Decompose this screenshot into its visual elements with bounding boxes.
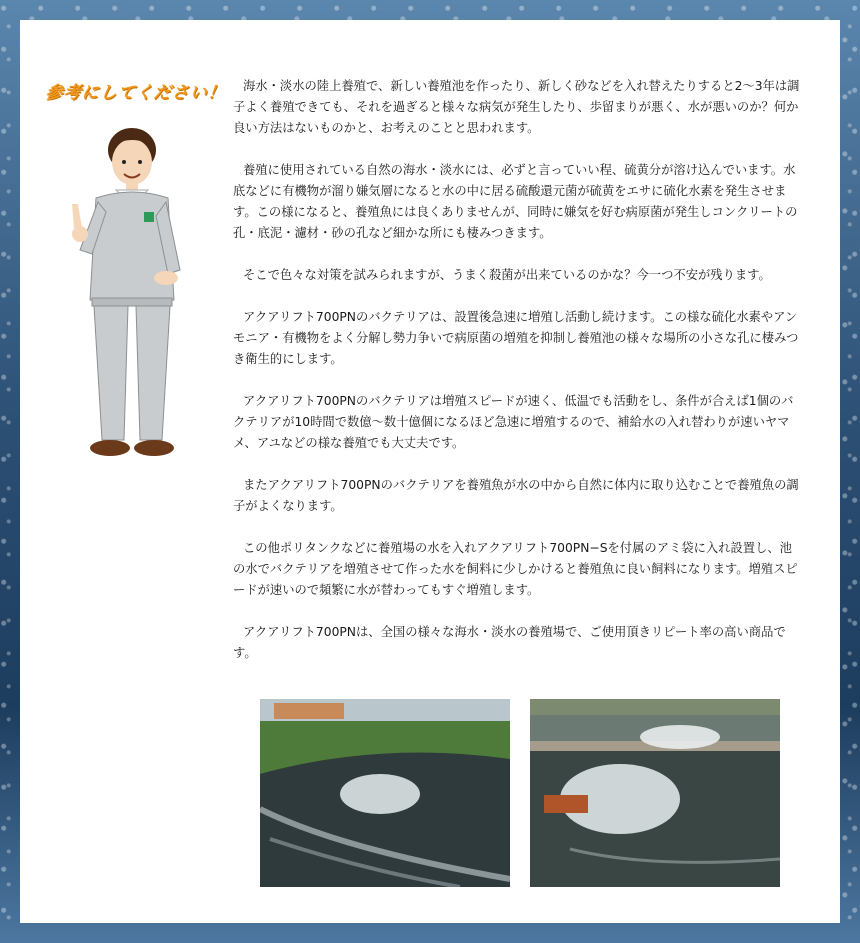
paragraph-4: アクアリフト700PNのバクテリアは、設置後急速に増殖し活動し続けます。この様な硫化水素やアンモニア・有機物をよく分解し勢力争いで病原菌の増殖を抑制し養殖池の様々な場所の小さな孔に棲みつき衛生的にします。 — [233, 310, 799, 366]
character-illustration — [66, 120, 196, 460]
content-panel — [20, 20, 840, 923]
paragraph-6: またアクアリフト700PNのバクテリアを養殖魚が水の中から自然に体内に取り込むことで養殖魚の調子がよくなります。 — [233, 478, 799, 513]
pond-photo-left — [260, 699, 510, 887]
paragraph-1: 海水・淡水の陸上養殖で、新しい養殖池を作ったり、新しく砂などを入れ替えたりすると2〜3年は調子よく養殖できても、それを過ぎると様々な病気が発生したり、歩留まりが悪く、水が悪いのか？何か良い方法はないものかと、お考えのことと思われます。 — [233, 79, 800, 135]
paragraph-8: アクアリフト700PNは、全国の様々な海水・淡水の養殖場で、ご使用頂きリピート率の高い商品です。 — [233, 625, 786, 660]
article-body — [233, 76, 803, 685]
paragraph-3: そこで色々な対策を試みられますが、うまく殺菌が出来ているのかな？今一つ不安が残ります。 — [243, 268, 771, 282]
paragraph-7: この他ポリタンクなどに養殖場の水を入れアクアリフト700PN−Sを付属のアミ袋に入れ設置し、池の水でバクテリアを増殖させて作った水を飼料に少しかけると養殖魚に良い飼料になります。増殖スピードが速いので頻繁に水が替わってもすぐ増殖します。 — [233, 541, 798, 597]
pond-photo-right — [530, 699, 780, 887]
side-heading: 参考にしてください！ — [44, 83, 228, 103]
paragraph-5: アクアリフト700PNのバクテリアは増殖スピードが速く、低温でも活動をし、条件が合えば1個のバクテリアが10時間で数億〜数十億個になるほど急速に増殖するので、補給水の入れ替わりが速いヤマメ、アユなどの様な養殖でも大丈夫です。 — [233, 394, 794, 450]
paragraph-2: 養殖に使用されている自然の海水・淡水には、必ずと言っていい程、硫黄分が溶け込んでいます。水底などに有機物が溜り嫌気層になると水の中に居る硫酸還元菌が硫黄をエサに硫化水素を発生させます。この様になると、養殖魚には良くありませんが、同時に嫌気を好む病原菌が発生しコンクリートの孔・底泥・濾材・砂の孔など細かな所にも棲みつきます。 — [233, 163, 798, 240]
